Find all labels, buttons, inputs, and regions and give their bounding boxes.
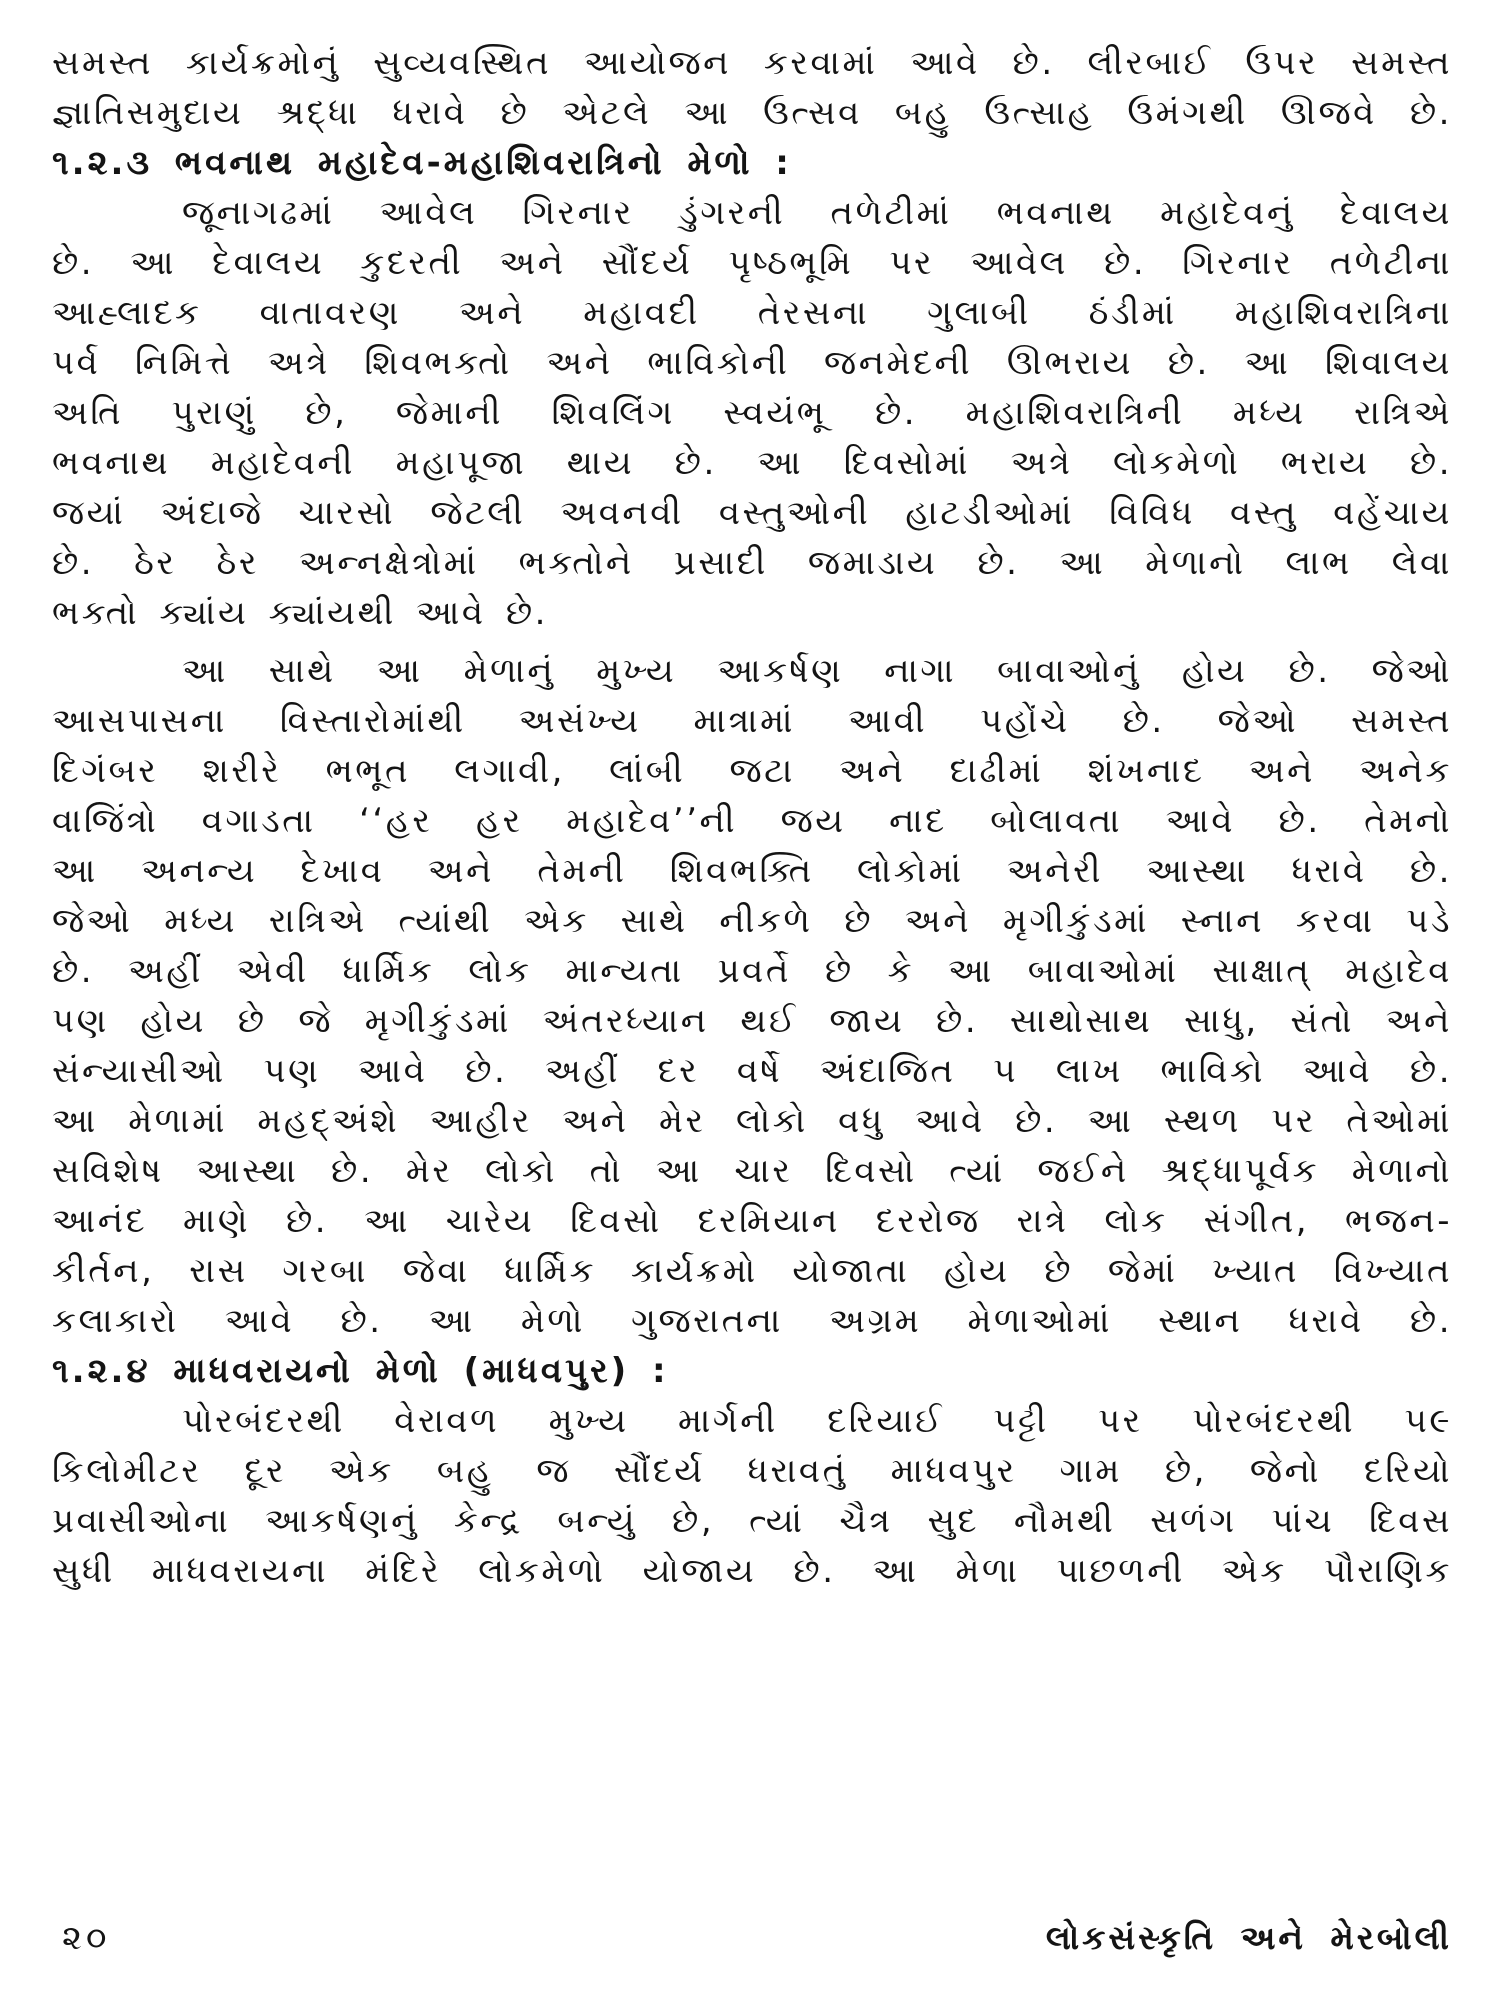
text-line: જ્ઞાતિસમુદાય શ્રદ્ધા ધરાવે છે એટલે આ ઉત્સવ બહુ ઉત્સાહ ઉમંગથી ઊજવે છે. [52, 93, 1452, 133]
document-body [52, 38, 1452, 1596]
text-line: વાજિંત્રો વગાડતા ‘‘હર હર મહાદેવ’’ની જય નાદ બોલાવતા આવે છે. તેમનો [52, 801, 1452, 841]
text-line: સંન્યાસીઓ પણ આવે છે. અહીં દર વર્ષે અંદાજિત ૫ લાખ ભાવિકો આવે છે. [52, 1051, 1452, 1091]
paragraph-first-line: પોરબંદરથી વેરાવળ મુખ્ય માર્ગની દરિયાઈ પટ્ટી પર પોરબંદરથી ૫૯ [182, 1401, 1452, 1441]
paragraph-first-line: આ સાથે આ મેળાનું મુખ્ય આકર્ષણ નાગા બાવાઓનું હોય છે. જેઓ [182, 651, 1452, 691]
text-line: દિગંબર શરીરે ભભૂત લગાવી, લાંબી જટા અને દાઢીમાં શંખનાદ અને અનેક [52, 751, 1452, 791]
section-heading-1-2-3: ૧.૨.૩ ભવનાથ મહાદેવ-મહાશિવરાત્રિનો મેળો : [52, 143, 792, 183]
running-title: લોકસંસ્કૃતિ અને મેરબોલી [1045, 1918, 1452, 1957]
text-line: સુધી માધવરાયના મંદિરે લોકમેળો યોજાય છે. આ મેળા પાછળની એક પૌરાણિક [52, 1551, 1452, 1591]
section-heading-1-2-4: ૧.૨.૪ માધવરાયનો મેળો (માધવપુર) : [52, 1351, 669, 1391]
text-line: આ મેળામાં મહદ્અંશે આહીર અને મેર લોકો વધુ આવે છે. આ સ્થળ પર તેઓમાં [52, 1101, 1452, 1141]
text-line: આસપાસના વિસ્તારોમાંથી અસંખ્ય માત્રામાં આવી પહોંચે છે. જેઓ સમસ્ત [52, 701, 1452, 741]
text-line: સમસ્ત કાર્યક્રમોનું સુવ્યવસ્થિત આયોજન કરવામાં આવે છે. લીરબાઈ ઉપર સમસ્ત [52, 43, 1452, 83]
text-line: અતિ પુરાણું છે, જેમાની શિવલિંગ સ્વયંભૂ છે. મહાશિવરાત્રિની મધ્ય રાત્રિએ [52, 393, 1452, 433]
text-line: આ અનન્ય દેખાવ અને તેમની શિવભક્તિ લોકોમાં અનેરી આસ્થા ધરાવે છે. [52, 851, 1452, 891]
text-line: કિલોમીટર દૂર એક બહુ જ સૌંદર્ય ધરાવતું માધવપુર ગામ છે, જેનો દરિયો [52, 1451, 1452, 1491]
paragraph-first-line: જૂનાગઢમાં આવેલ ગિરનાર ડુંગરની તળેટીમાં ભવનાથ મહાદેવનું દેવાલય [182, 193, 1452, 233]
text-line: છે. આ દેવાલય કુદરતી અને સૌંદર્ય પૃષ્ઠભૂમિ પર આવેલ છે. ગિરનાર તળેટીના [52, 243, 1452, 283]
text-line: ભવનાથ મહાદેવની મહાપૂજા થાય છે. આ દિવસોમાં અત્રે લોકમેળો ભરાય છે. [52, 443, 1452, 483]
text-line: પણ હોય છે જે મૃગીકુંડમાં અંતરધ્યાન થઈ જાય છે. સાથોસાથ સાધુ, સંતો અને [52, 1001, 1452, 1041]
text-line: જેઓ મધ્ય રાત્રિએ ત્યાંથી એક સાથે નીકળે છે અને મૃગીકુંડમાં સ્નાન કરવા પડે [52, 901, 1452, 941]
text-line: કીર્તન, રાસ ગરબા જેવા ધાર્મિક કાર્યક્રમો યોજાતા હોય છે જેમાં ખ્યાત વિખ્યાત [52, 1251, 1452, 1291]
paragraph-last-line: ભક્તો ક્યાંય ક્યાંયથી આવે છે. [52, 593, 548, 633]
text-line: છે. અહીં એવી ધાર્મિક લોક માન્યતા પ્રવર્તે છે કે આ બાવાઓમાં સાક્ષાત્ મહાદેવ [52, 951, 1452, 991]
text-line: પ્રવાસીઓના આકર્ષણનું કેન્દ્ર બન્યું છે, ત્યાં ચૈત્ર સુદ નૌમથી સળંગ પાંચ દિવસ [52, 1501, 1452, 1541]
text-line: પર્વ નિમિત્તે અત્રે શિવભક્તો અને ભાવિકોની જનમેદની ઊભરાય છે. આ શિવાલય [52, 343, 1452, 383]
text-line: આનંદ માણે છે. આ ચારેય દિવસો દરમિયાન દરરોજ રાત્રે લોક સંગીત, ભજન- [52, 1201, 1452, 1241]
text-line: જયાં અંદાજે ચારસો જેટલી અવનવી વસ્તુઓની હાટડીઓમાં વિવિધ વસ્તુ વહેંચાય [52, 493, 1452, 533]
text-line: કલાકારો આવે છે. આ મેળો ગુજરાતના અગ્રમ મેળાઓમાં સ્થાન ધરાવે છે. [52, 1301, 1452, 1341]
page-number: ૨૦ [62, 1918, 111, 1958]
text-line: સવિશેષ આસ્થા છે. મેર લોકો તો આ ચાર દિવસો ત્યાં જઈને શ્રદ્ધાપૂર્વક મેળાનો [52, 1151, 1452, 1191]
text-line: આહ્લાદક વાતાવરણ અને મહાવદી તેરસના ગુલાબી ઠંડીમાં મહાશિવરાત્રિના [52, 293, 1452, 333]
page-footer [52, 1912, 1452, 1968]
text-line: છે. ઠેર ઠેર અન્નક્ષેત્રોમાં ભક્તોને પ્રસાદી જમાડાય છે. આ મેળાનો લાભ લેવા [52, 543, 1452, 583]
